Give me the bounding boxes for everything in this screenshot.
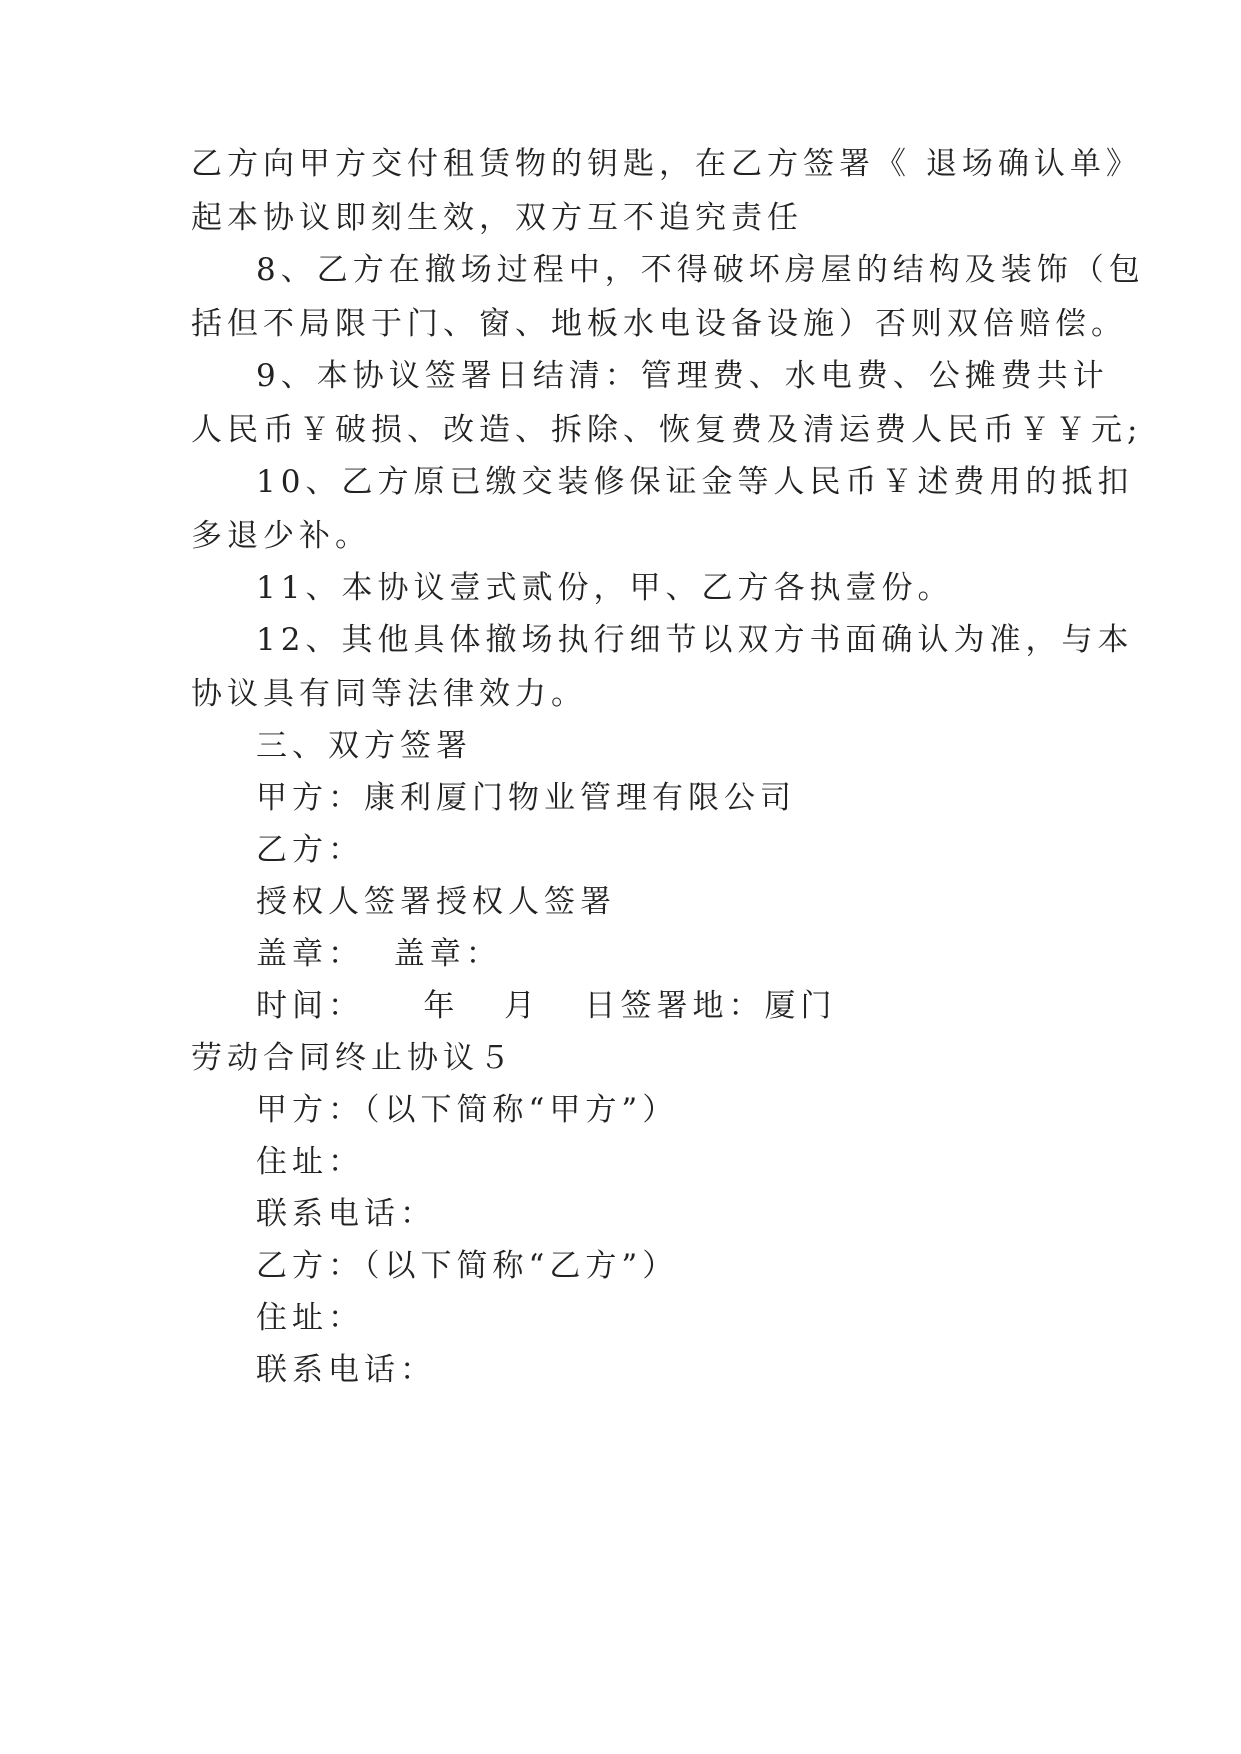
section-heading: 三、双方签署 <box>256 728 472 764</box>
text-line: 乙方向甲方交付租赁物的钥匙，在乙方签署《 退场确认单》 <box>191 146 1142 182</box>
document-title: 劳动合同终止协议５ <box>191 1040 515 1076</box>
party-b-line: 乙方： <box>256 832 364 868</box>
address-line: 住址： <box>256 1144 364 1180</box>
party-a-line: 甲方：康利厦门物业管理有限公司 <box>256 780 796 816</box>
phone-line: 联系电话： <box>256 1352 436 1388</box>
address-line: 住址： <box>256 1300 364 1336</box>
text-line: 起本协议即刻生效，双方互不追究责任 <box>191 200 803 236</box>
clause-11: 11、本协议壹式贰份，甲、乙方各执壹份。 <box>256 570 954 606</box>
date-place-line: 时间： 年 月 日签署地：厦门 <box>256 988 837 1024</box>
phone-line: 联系电话： <box>256 1196 436 1232</box>
text-line: 协议具有同等法律效力。 <box>191 676 587 712</box>
text-line: 括但不局限于门、窗、地板水电设备设施）否则双倍赔偿。 <box>191 306 1127 342</box>
text-line: 多退少补。 <box>191 518 371 554</box>
clause-9: 9、本协议签署日结清：管理费、水电费、公摊费共计 <box>256 358 1109 394</box>
party-b-line: 乙方：（以下简称“乙方”） <box>256 1248 679 1284</box>
text-line: 人民币￥破损、改造、拆除、恢复费及清运费人民币￥￥元; <box>191 412 1143 448</box>
clause-12: 12、其他具体撤场执行细节以双方书面确认为准，与本 <box>256 622 1134 658</box>
clause-10: 10、乙方原已缴交装修保证金等人民币￥述费用的抵扣 <box>256 464 1134 500</box>
clause-8: 8、乙方在撤场过程中，不得破坏房屋的结构及装饰（包 <box>256 252 1145 288</box>
seal-line: 盖章： 盖章： <box>256 936 502 972</box>
signature-line: 授权人签署授权人签署 <box>256 884 616 920</box>
party-a-line: 甲方：（以下简称“甲方”） <box>256 1092 679 1128</box>
